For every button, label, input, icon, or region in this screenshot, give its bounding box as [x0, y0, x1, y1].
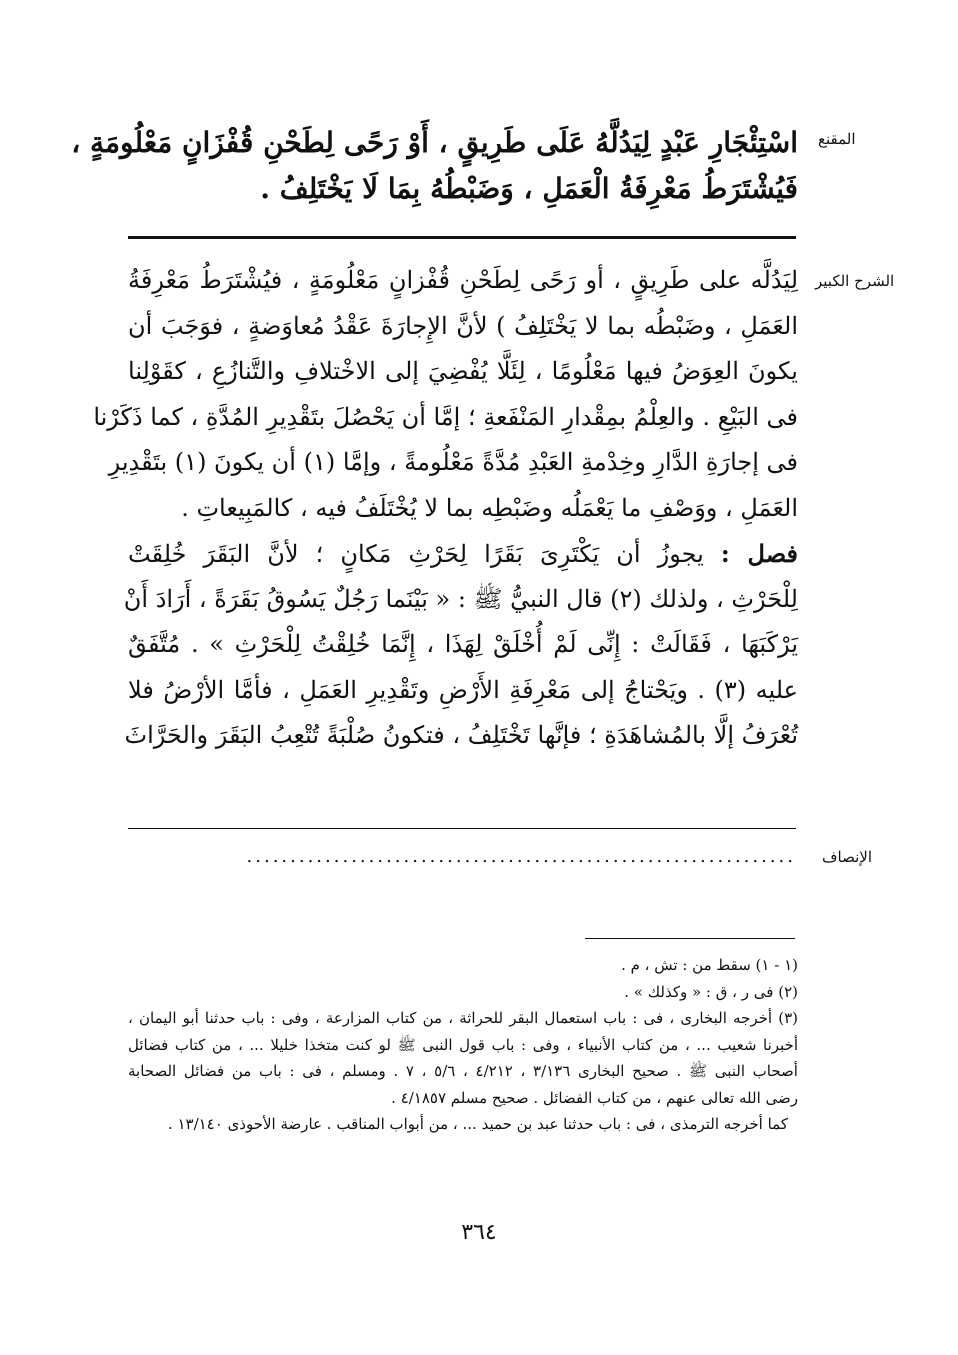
footnote-line: أصحاب النبى ﷺ . صحيح البخارى ٣/١٣٦ ، ٤/٢١٢ ، ٥/٦ ، ٧ . ومسلم ، فى : باب من فضائل الصحابة — [128, 1062, 798, 1080]
fasl-line: يَرْكَبَهَا ، فَقَالَتْ : إِنِّى لَمْ أُخْلَقْ لِهَذَا ، إِنَّمَا خُلِقْتُ لِلْحَرْثِ » . مُتَّفَقٌ — [128, 630, 798, 658]
muqni-text-block — [71, 120, 798, 212]
fasl-line-text: يجوزُ أن يَكْتَرِىَ بَقَرًا لِحَرْثِ مَكانٍ ؛ لأنَّ البَقَرَ خُلِقَتْ — [128, 540, 704, 568]
footnote-line: أخبرنا شعيب ... ، من كتاب الأنبياء ، وفى : باب قول النبى ﷺ لو كنت متخذا خليلا ... ، من كتاب فضائل — [128, 1035, 798, 1054]
insaf-margin-label: الإنصاف — [822, 848, 873, 866]
fasl-line: تُعْرَفُ إلَّا بالمُشاهَدَةِ ؛ فإنَّها تَخْتَلِفُ ، فتكونُ صُلْبَةً تُتْعِبُ البَقَرَ والحَرَّاثَ — [124, 721, 798, 749]
footnote-line: (٢) فى ر ، ق : « وكذلك » . — [624, 982, 798, 1001]
fasl-heading: فصل : — [720, 539, 798, 568]
sharh-line: لِيَدُلَّه على طَرِيقٍ ، أو رَحًى لِطَحْنِ قُفْزانٍ مَعْلُومَةٍ ، فيُشْتَرَطُ مَعْرِفَةُ — [128, 266, 799, 294]
sharh-margin-label: الشرح الكبير — [815, 272, 895, 290]
muqni-line: اسْتِئْجَارِ عَبْدٍ لِيَدُلَّهُ عَلَى طَرِيقٍ ، أَوْ رَحًى لِطَحْنِ قُفْزَانٍ مَعْلُومَةٍ ، — [71, 126, 798, 159]
sharh-line: يكونَ العِوَضُ فيها مَعْلُومًا ، لِئَلَّا يُفْضِيَ إلى الاخْتلافِ والتَّنازُعِ ، كقَوْلِنا — [128, 357, 798, 385]
sharh-line: فى إجارَةِ الدَّارِ وخِدْمةِ العَبْدِ مُدَّةً مَعْلُومةً ، وإمَّا (١) أن يكونَ (١) بتَقْدِيرِ — [108, 448, 798, 476]
fasl-line: لِلْحَرْثِ ، ولذلك (٢) قال النبيُّ ﷺ : « بَيْنَما رَجُلٌ يَسُوقُ بَقَرَةً ، أَرَادَ أَنْ — [123, 584, 798, 613]
fasl-first-line — [128, 531, 798, 577]
sharh-line: فى البَيْعِ . والعِلْمُ بمِقْدارِ المَنْفَعةِ ؛ إمَّا أن يَحْصُلَ بتَقْدِيرِ المُدَّةِ ، كما ذَكَرْنا — [93, 402, 798, 431]
footnote-line: كما أخرجه الترمذى ، فى : باب حدثنا عبد بن حميد ... ، من أبواب المناقب . عارضة الأحوذى ١٣/١٤٠ . — [167, 1115, 788, 1133]
footnotes-block — [128, 952, 798, 1138]
fasl-line: عليه (٣) . ويَحْتاجُ إلى مَعْرِفَةِ الأَرْضِ وتَقْدِيرِ العَمَلِ ، فأمَّا الأرْضُ فلا — [128, 675, 799, 704]
insaf-divider — [128, 828, 796, 829]
sharh-text-block — [93, 258, 799, 759]
sharh-line: العَمَلِ ، ووَصْفِ ما يَعْمَلُه وضَبْطِه بما لا يُخْتَلَفُ فيه ، كالمَبِيعاتِ . — [181, 493, 798, 522]
footnote-divider — [585, 938, 795, 939]
section-divider — [128, 236, 796, 239]
footnote-line: (٣) أخرجه البخارى ، فى : باب استعمال البقر للحراثة ، من كتاب المزارعة ، وفى : باب حدثنا أبو اليمان ، — [128, 1009, 798, 1027]
muqni-line: فَيُشْتَرَطُ مَعْرِفَةُ الْعَمَلِ ، وَضَبْطُهُ بِمَا لَا يَخْتَلِفُ . — [260, 172, 798, 205]
page-number: ٣٦٤ — [461, 1220, 497, 1245]
insaf-dotted-line: ............................................................... — [246, 846, 796, 867]
muqni-margin-label: المقنع — [818, 130, 856, 148]
sharh-line: العَمَلِ ، وضَبْطُه بما لا يَخْتَلِفُ ) لأنَّ الإِجارَةَ عَقْدُ مُعاوَضةٍ ، فوَجَبَ أن — [128, 311, 798, 340]
footnote-line: (١ - ١) سقط من : تش ، م . — [621, 956, 798, 974]
footnote-line: رضى الله تعالى عنهم ، من كتاب الفضائل . صحيح مسلم ٤/١٨٥٧ . — [391, 1088, 798, 1107]
